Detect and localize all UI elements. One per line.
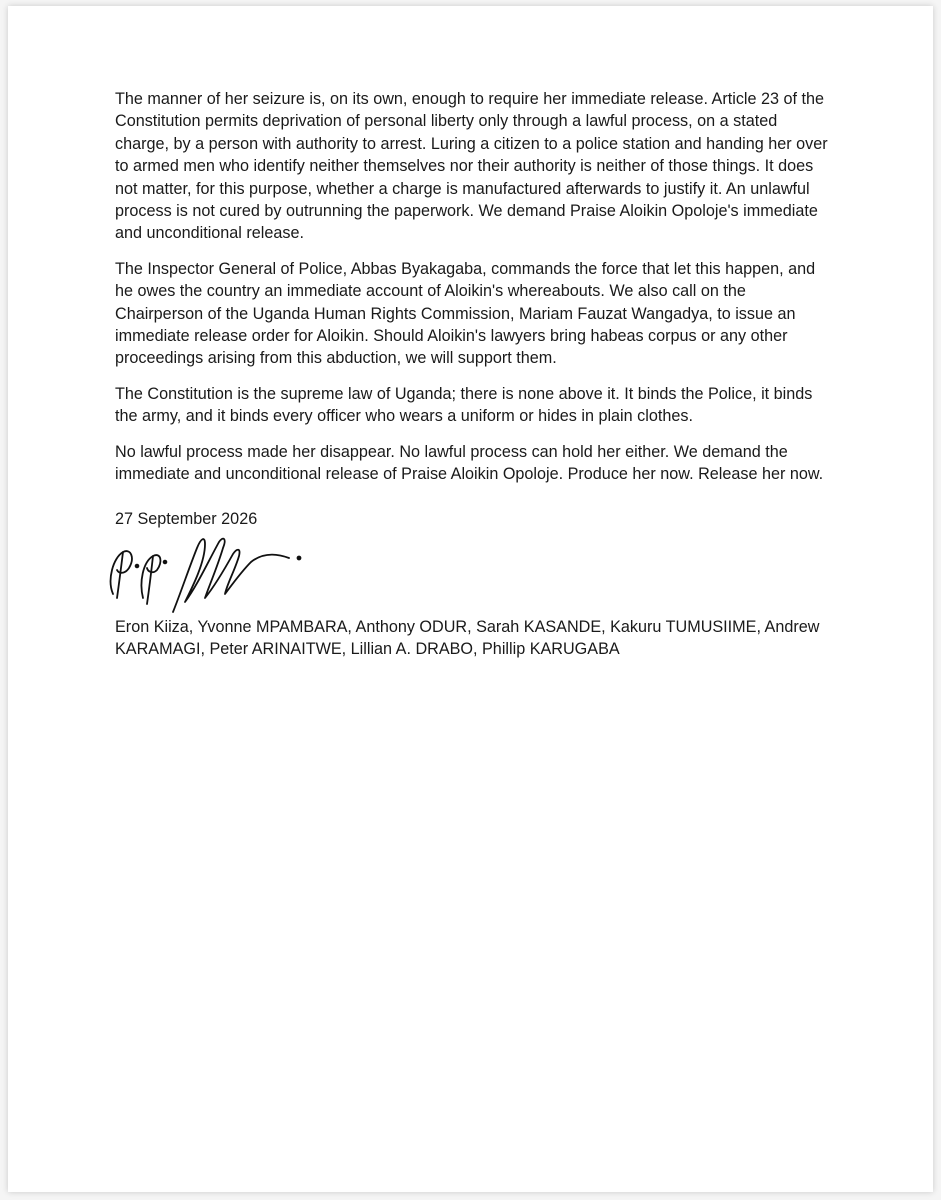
paragraph-4: No lawful process made her disappear. No lawful process can hold her either. We demand the immediate and unconditional release of Praise Aloikin Opoloje. Produce her now. Release her now. — [115, 442, 824, 484]
signatories-list: Eron Kiiza, Yvonne MPAMBARA, Anthony ODUR, Sarah KASANDE, Kakuru TUMUSIIME, Andrew KARAMAGI, Peter ARINAITWE, Lillian A. DRABO, Phillip KARUGABA — [115, 617, 820, 659]
document-page — [8, 6, 933, 1192]
paragraph-2: The Inspector General of Police, Abbas Byakagaba, commands the force that let this happen, and he owes the country an immediate account of Aloikin's whereabouts. We also call on the Chairperson of the Uganda Human Rights Commission, Mariam Fauzat Wangadya, to issue an immediate release order for Aloikin. Should Aloikin's lawyers bring habeas corpus or any other proceedings arising from this abduction, we will support them. — [115, 259, 816, 368]
document-date: 27 September 2026 — [115, 509, 258, 528]
document-body — [115, 88, 835, 661]
handwritten-signature — [101, 528, 321, 616]
paragraph-3: The Constitution is the supreme law of Uganda; there is none above it. It binds the Police, it binds the army, and it binds every officer who wears a uniform or hides in plain clothes. — [115, 384, 813, 426]
paragraph-1: The manner of her seizure is, on its own, enough to require her immediate release. Article 23 of the Constitution permits deprivation of personal liberty only through a lawful process, on a stated charge, by a person with authority to arrest. Luring a citizen to a police station and handing her over to armed men who identify neither themselves nor their authority is neither of those things. It does not matter, for this purpose, whether a charge is manufactured afterwards to justify it. An unlawful process is not cured by outrunning the paperwork. We demand Praise Aloikin Opoloje's immediate and unconditional release. — [115, 90, 828, 243]
